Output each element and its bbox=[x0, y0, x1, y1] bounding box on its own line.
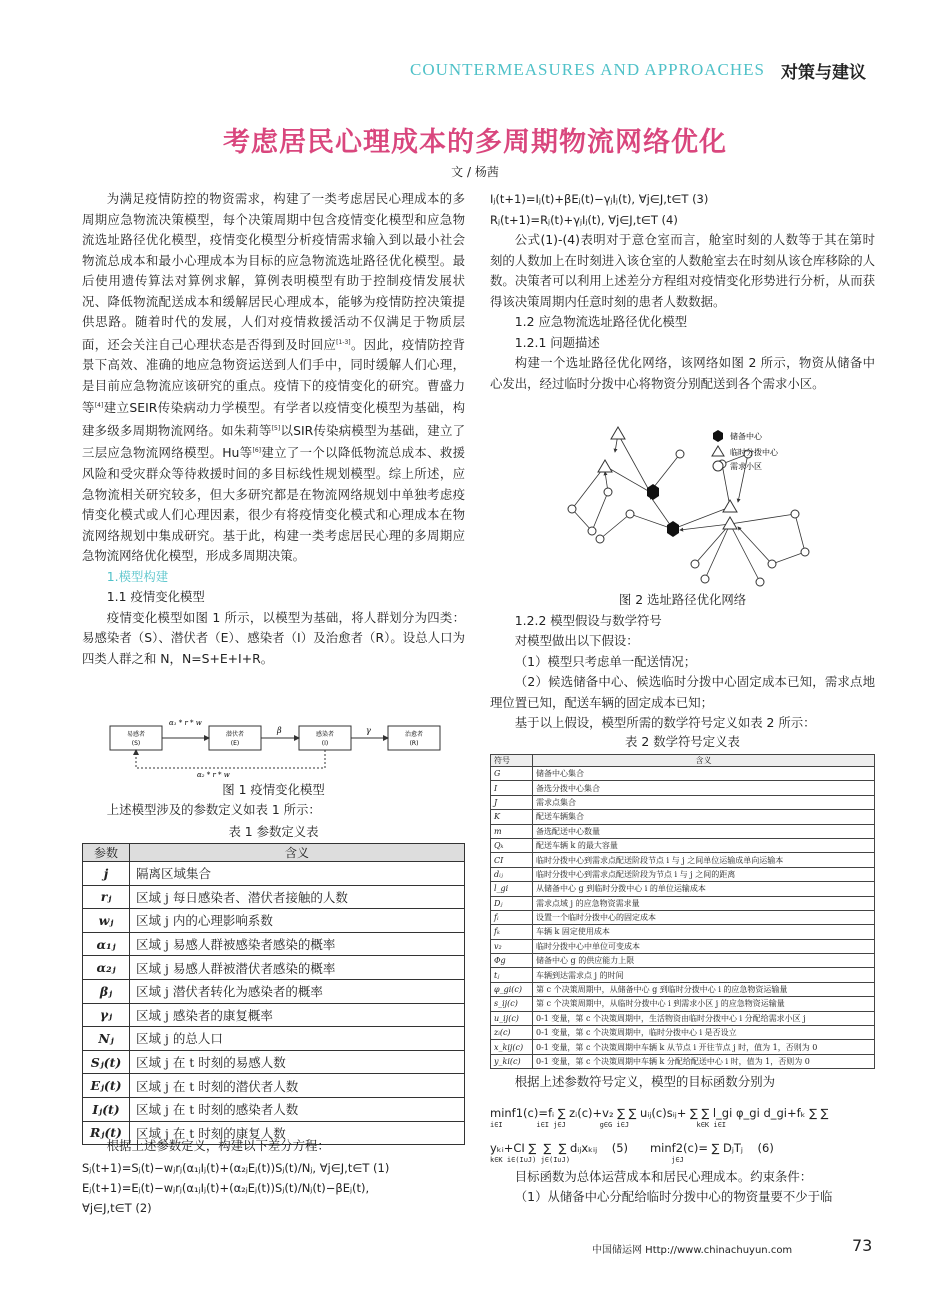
symbol-cell: α₁ⱼ bbox=[83, 932, 130, 956]
intro-paragraph: 为满足疫情防控的物资需求，构建了一类考虑居民心理成本的多周期应急物流决策模型，每个决策周期中包含疫情变化模型和应急物流选址路径优化模型，疫情变化模型分析疫情需求输入到以最小社会物流总成本和最小心理成本为目标的应急物流选址路径优化模型。最后使用遗传算法对算例求解，算例表明模型有助于控制疫情发展状况、降低物流配送成本和缓解居民心理成本，能够为疫情防控决策提供思路。随着时代的发展，人们对疫情救援活动不仅满足于物质层面，还会关注自己心理状态是否得到及时回应[1-3]。因此，疫情防控背景下高效、准确的地应急物资运送到人们手中，同时缓解人们心理，是目前应急物流应该研究的重点。疫情下的疫情变化的研究。曹盛力等[4]建立SEIR传染病动力学模型。有学者以疫情变化模型为基础，构建多级多周期物流网络。如朱莉等[5]以SIR传染病模型为基础，建立了三层应急物流网络模型。Hu等[6]建立了一个以降低物流总成本、救援风险和受灾群众等待救援时间的多目标线性规划模型。综上所述，应急物流相关研究较多，但大多研究都是在物流网络规划中单独考虑疫情变化模式或人们心理因素，很少有将疫情变化模式和心理成本在物流网络规划中集成研究。基于此，构建一类考虑居民心理的多周期应急物流网络优化模型，形成多周期决策。 bbox=[82, 191, 466, 563]
meaning-cell: 区域 j 感染者的康复概率 bbox=[130, 1003, 465, 1027]
table-row bbox=[491, 982, 875, 996]
table-row bbox=[83, 909, 465, 933]
label-gamma: γ bbox=[366, 726, 371, 735]
distribution-center-icon bbox=[598, 427, 737, 529]
objective-2: yₖᵢ+CI ∑ ∑ ∑ dᵢⱼxₖᵢⱼ (5) minf2(c)= ∑ DⱼTⱼ (6) bbox=[490, 1140, 774, 1155]
header-chinese: 对策与建议 bbox=[781, 63, 866, 83]
table-row bbox=[491, 824, 875, 838]
meaning-cell: 临时分拨中心中单位可变成本 bbox=[533, 939, 875, 953]
meaning-cell: 需求点域 j 的应急物资需求量 bbox=[533, 896, 875, 910]
box-exposed bbox=[209, 726, 261, 750]
t1-header-meaning: 含义 bbox=[130, 844, 465, 862]
table-row bbox=[83, 885, 465, 909]
author: 文 / 杨茜 bbox=[451, 165, 499, 179]
symbol-cell: J bbox=[491, 795, 533, 809]
table-row bbox=[83, 1003, 465, 1027]
assumption-1: （1）模型只考虑单一配送情况； bbox=[514, 653, 697, 669]
figure-1-caption: 图 1 疫情变化模型 bbox=[222, 782, 325, 797]
symbol-cell: wⱼ bbox=[83, 909, 130, 933]
problem-description: 构建一个选址路径优化网络，该网络如图 2 所示，物资从储备中心发出，经过临时分拨中心将物资分别配送到各个需求小区。 bbox=[490, 355, 875, 391]
table-row bbox=[83, 979, 465, 1003]
table-row bbox=[491, 882, 875, 896]
box-infected bbox=[299, 726, 351, 750]
symbol-cell: zᵢ(c) bbox=[491, 1026, 533, 1040]
equation-4: Rⱼ(t+1)=Rⱼ(t)+γⱼIⱼ(t), ∀j∈J,t∈T (4) bbox=[490, 212, 678, 227]
section-1-heading: 1.模型构建 bbox=[106, 568, 169, 584]
page-number: 73 bbox=[852, 1236, 873, 1255]
symbol-cell: tⱼ bbox=[491, 968, 533, 982]
table-row bbox=[83, 1097, 465, 1121]
meaning-cell: 从储备中心 g 到临时分拨中心 i 的单位运输成本 bbox=[533, 882, 875, 896]
svg-text:(S): (S) bbox=[131, 740, 141, 747]
section-1-2-1-heading: 1.2.1 问题描述 bbox=[514, 334, 600, 350]
table-row bbox=[491, 867, 875, 881]
svg-text:治愈者: 治愈者 bbox=[404, 731, 424, 738]
symbol-cell: m bbox=[491, 824, 533, 838]
meaning-cell: 配送车辆集合 bbox=[533, 810, 875, 824]
symbol-cell: Dⱼ bbox=[491, 896, 533, 910]
table-row bbox=[491, 997, 875, 1011]
svg-text:(E): (E) bbox=[230, 740, 240, 747]
figure-2-network bbox=[560, 424, 810, 594]
t2-header-symbol: 符号 bbox=[491, 755, 533, 767]
svg-text:需求小区: 需求小区 bbox=[730, 462, 762, 471]
right-column-lower bbox=[490, 590, 875, 750]
symbol-cell: γⱼ bbox=[83, 1003, 130, 1027]
table-row bbox=[491, 853, 875, 867]
label-beta: β bbox=[277, 726, 282, 735]
constraint-1: （1）从储备中心分配给临时分拨中心的物资量要不少于临 bbox=[514, 1189, 833, 1204]
svg-text:潜伏者: 潜伏者 bbox=[225, 731, 245, 738]
svg-text:易感者: 易感者 bbox=[126, 731, 146, 738]
article-title: 考虑居民心理成本的多周期物流网络优化 bbox=[223, 127, 727, 158]
symbol-cell: Eⱼ(t) bbox=[83, 1074, 130, 1098]
symbol-cell: u_ij(c) bbox=[491, 1011, 533, 1025]
objective-2-subscripts: k∈K i∈(I∪J) j∈(I∪J) j∈J bbox=[490, 1155, 684, 1164]
table-row bbox=[83, 956, 465, 980]
table-row bbox=[83, 1050, 465, 1074]
meaning-cell: 区域 j 在 t 时刻的感染者人数 bbox=[130, 1097, 465, 1121]
equation-explanation: 公式(1)-(4)表明对于意仓室而言，舱室时刻的人数等于其在第时刻的人数加上在时刻进入该仓室的人数舱室去在时刻从该仓库移除的人数。决策者可以利用上述差分方程组对疫情变化形势进行分析，从而获得该决策周期内任意时刻的患者人数数据。 bbox=[490, 232, 875, 309]
paragraph-model: 疫情变化模型如图 1 所示，以模型为基础，将人群划分为四类：易感染者（S）、潜伏者（E）、感染者（I）及治愈者（R）。设总人口为四类人群之和 N，N=S+E+I+R。 bbox=[82, 609, 465, 666]
symbol-cell: φ_gi(c) bbox=[491, 982, 533, 996]
symbol-cell: Nⱼ bbox=[83, 1027, 130, 1051]
right-column-bottom bbox=[490, 1072, 875, 1208]
table-row bbox=[491, 954, 875, 968]
table-2-intro: 基于以上假设，模型所需的数学符号定义如表 2 所示： bbox=[514, 715, 816, 730]
symbol-cell: α₂ⱼ bbox=[83, 956, 130, 980]
svg-text:(R): (R) bbox=[409, 740, 419, 747]
symbol-cell: x_kij(c) bbox=[491, 1040, 533, 1054]
meaning-cell: 车辆到达需求点 j 的时间 bbox=[533, 968, 875, 982]
table-row bbox=[83, 1074, 465, 1098]
meaning-cell: 备选分拨中心集合 bbox=[533, 781, 875, 795]
figure-1-diagram bbox=[105, 718, 445, 778]
difference-equation-intro: 根据上述参数定义，构建以下差分方程： bbox=[106, 1138, 330, 1153]
meaning-cell: 车辆 k 固定使用成本 bbox=[533, 925, 875, 939]
equation-2a: Eⱼ(t+1)=Eⱼ(t)−wⱼrⱼ(α₁ⱼIⱼ(t)+(α₂ⱼEⱼ(t))Sⱼ(t)/Nⱼ(t)−βEⱼ(t), bbox=[82, 1181, 370, 1195]
table-row bbox=[491, 795, 875, 809]
meaning-cell: 第 c 个决策周期中，从临时分拨中心 i 到需求小区 j 的应急物资运输量 bbox=[533, 997, 875, 1011]
table-2-caption: 表 2 数学符号定义表 bbox=[625, 733, 740, 749]
table-row bbox=[491, 767, 875, 781]
meaning-cell: 储备中心集合 bbox=[533, 767, 875, 781]
meaning-cell: 区域 j 的总人口 bbox=[130, 1027, 465, 1051]
parameter-table bbox=[82, 843, 465, 1145]
meaning-cell: 区域 j 在 t 时刻的康复人数 bbox=[130, 1121, 465, 1145]
section-1-2-2-heading: 1.2.2 模型假设与数学符号 bbox=[514, 612, 662, 628]
symbol-cell: G bbox=[491, 767, 533, 781]
equation-1: Sⱼ(t+1)=Sⱼ(t)−wⱼrⱼ(α₁ⱼIⱼ(t)+(α₂ⱼEⱼ(t))Sⱼ(t)/Nⱼ, ∀j∈J,t∈T (1) bbox=[82, 1161, 390, 1175]
arrow-feedback bbox=[136, 750, 325, 768]
meaning-cell: 临时分拨中心到需求点配送阶段为节点 i 与 j 之间的距离 bbox=[533, 867, 875, 881]
symbol-cell: CI bbox=[491, 853, 533, 867]
table-row bbox=[491, 810, 875, 824]
symbol-cell: y_ki(c) bbox=[491, 1054, 533, 1068]
right-column bbox=[490, 189, 875, 394]
symbol-cell: s_ij(c) bbox=[491, 997, 533, 1011]
left-column bbox=[82, 189, 465, 669]
meaning-cell: 设置一个临时分拨中心的固定成本 bbox=[533, 910, 875, 924]
symbol-cell: rⱼ bbox=[83, 885, 130, 909]
equation-3: Iⱼ(t+1)=Iⱼ(t)+βEⱼ(t)−γⱼIⱼ(t), ∀j∈J,t∈T (3) bbox=[490, 192, 709, 206]
symbol-cell: dᵢⱼ bbox=[491, 867, 533, 881]
label-alpha1: α₁ * r * w bbox=[169, 719, 202, 727]
meaning-cell: 0-1 变量，第 c 个决策周期中，临时分拨中心 i 是否设立 bbox=[533, 1026, 875, 1040]
box-susceptible bbox=[110, 726, 162, 750]
symbol-cell: Qₖ bbox=[491, 838, 533, 852]
symbol-cell: fᵢ bbox=[491, 910, 533, 924]
table-row bbox=[491, 896, 875, 910]
header-english: COUNTERMEASURES AND APPROACHES bbox=[410, 60, 765, 79]
meaning-cell: 区域 j 在 t 时刻的潜伏者人数 bbox=[130, 1074, 465, 1098]
meaning-cell: 临时分拨中心到需求点配送阶段节点 i 与 j 之间单位运输成单向运输本 bbox=[533, 853, 875, 867]
label-alpha2: α₂ * r * w bbox=[197, 771, 230, 778]
table-row bbox=[491, 1054, 875, 1068]
table-row bbox=[491, 781, 875, 795]
objective-1-subscripts: i∈I i∈I j∈J g∈G i∈J k∈K i∈I bbox=[490, 1120, 727, 1129]
symbol-cell: Iⱼ(t) bbox=[83, 1097, 130, 1121]
symbol-cell: Sⱼ(t) bbox=[83, 1050, 130, 1074]
meaning-cell: 储备中心 g 的供应能力上限 bbox=[533, 954, 875, 968]
symbol-cell: Φg bbox=[491, 954, 533, 968]
table-row bbox=[491, 1011, 875, 1025]
figure-2-caption: 图 2 选址路径优化网络 bbox=[618, 592, 747, 607]
symbol-cell: fₖ bbox=[491, 925, 533, 939]
meaning-cell: 需求点集合 bbox=[533, 795, 875, 809]
symbol-cell: K bbox=[491, 810, 533, 824]
objective-1: minf1(c)=fᵢ ∑ zᵢ(c)+v₂ ∑ ∑ uᵢⱼ(c)sᵢⱼ+ ∑ ∑ l_gi φ_gi d_gi+fₖ ∑ ∑ bbox=[490, 1105, 829, 1120]
meaning-cell: 区域 j 内的心理影响系数 bbox=[130, 909, 465, 933]
symbol-cell: βⱼ bbox=[83, 979, 130, 1003]
table-row bbox=[491, 968, 875, 982]
table-row bbox=[491, 838, 875, 852]
assumption-intro: 对模型做出以下假设： bbox=[514, 633, 639, 648]
t1-header-param: 参数 bbox=[83, 844, 130, 862]
symbol-cell: l_gi bbox=[491, 882, 533, 896]
footer-site: 中国储运网 Http://www.chinachuyun.com bbox=[592, 1245, 793, 1256]
meaning-cell: 0-1 变量，第 c 个决策周期中车辆 k 从节点 i 开往节点 j 时，值为 1，否则为 0 bbox=[533, 1040, 875, 1054]
meaning-cell: 备选配送中心数量 bbox=[533, 824, 875, 838]
svg-text:临时分拨中心: 临时分拨中心 bbox=[730, 448, 778, 457]
t2-header-meaning: 含义 bbox=[533, 755, 875, 767]
meaning-cell: 0-1 变量，第 c 个决策周期中，生活物资由临时分拨中心 i 分配给需求小区 j bbox=[533, 1011, 875, 1025]
svg-text:储备中心: 储备中心 bbox=[730, 432, 762, 441]
table-1-intro: 上述模型涉及的参数定义如表 1 所示： bbox=[106, 802, 321, 817]
table-1-caption: 表 1 参数定义表 bbox=[228, 824, 319, 839]
symbol-cell: Rⱼ(t) bbox=[83, 1121, 130, 1145]
assumption-2: （2）候选储备中心、候选临时分拨中心固定成本已知，需求点地理位置已知，配送车辆的固定成本已知； bbox=[490, 674, 875, 710]
meaning-cell: 隔离区域集合 bbox=[130, 862, 465, 886]
legend bbox=[712, 430, 779, 471]
table-row bbox=[83, 1027, 465, 1051]
box-recovered bbox=[388, 726, 440, 750]
symbol-cell: I bbox=[491, 781, 533, 795]
table-row bbox=[83, 932, 465, 956]
symbol-table bbox=[490, 754, 875, 1069]
equation-2b: ∀j∈J,t∈T (2) bbox=[82, 1201, 152, 1215]
meaning-cell: 区域 j 潜伏者转化为感染者的概率 bbox=[130, 979, 465, 1003]
meaning-cell: 区域 j 易感人群被感染者感染的概率 bbox=[130, 932, 465, 956]
svg-text:(I): (I) bbox=[321, 740, 329, 747]
meaning-cell: 区域 j 每日感染者、潜伏者接触的人数 bbox=[130, 885, 465, 909]
meaning-cell: 区域 j 易感人群被潜伏者感染的概率 bbox=[130, 956, 465, 980]
meaning-cell: 0-1 变量，第 c 个决策周期中车辆 k 分配给配送中心 i 时，值为 1，否则为 0 bbox=[533, 1054, 875, 1068]
svg-text:感染者: 感染者 bbox=[315, 731, 335, 738]
section-1-2-heading: 1.2 应急物流选址路径优化模型 bbox=[514, 314, 688, 329]
table-row bbox=[83, 862, 465, 886]
table-row bbox=[491, 910, 875, 924]
section-1-1-heading: 1.1 疫情变化模型 bbox=[106, 589, 205, 604]
table-row bbox=[491, 925, 875, 939]
objective-intro: 根据上述参数符号定义，模型的目标函数分别为 bbox=[514, 1074, 775, 1089]
meaning-cell: 配送车辆 k 的最大容量 bbox=[533, 838, 875, 852]
storage-center-icon bbox=[647, 484, 679, 537]
table-row bbox=[491, 1040, 875, 1054]
meaning-cell: 第 c 个决策周期中，从储备中心 g 到临时分拨中心 i 的应急物资运输量 bbox=[533, 982, 875, 996]
meaning-cell: 区域 j 在 t 时刻的易感人数 bbox=[130, 1050, 465, 1074]
constraints-intro: 目标函数为总体运营成本和居民心理成本。约束条件： bbox=[514, 1168, 813, 1184]
table-row bbox=[491, 1026, 875, 1040]
symbol-cell: v₂ bbox=[491, 939, 533, 953]
table-row bbox=[491, 939, 875, 953]
symbol-cell: j bbox=[83, 862, 130, 886]
